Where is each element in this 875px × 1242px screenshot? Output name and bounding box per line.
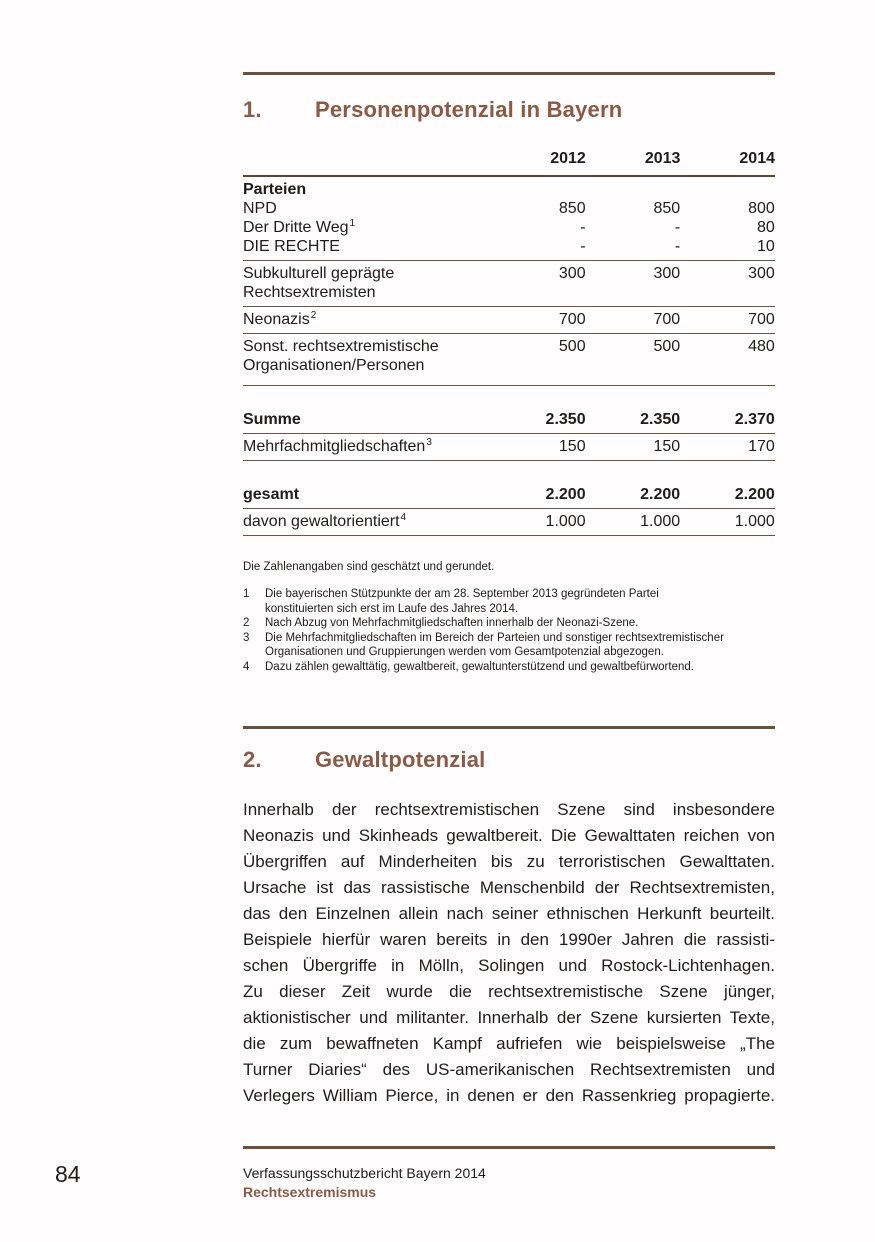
- table-cell: 150: [653, 438, 681, 455]
- footnote-number: 4: [243, 660, 250, 673]
- table-cell: 10: [756, 238, 775, 255]
- table-row-label: DIE RECHTE: [243, 238, 340, 255]
- table-group: [243, 334, 775, 386]
- footnote-text: [265, 660, 694, 675]
- paragraph-line: Beispiele hierfür waren bereits in den 1990er Jahren die rassisti-: [243, 930, 775, 949]
- section2-title: Gewaltpotenzial: [315, 747, 486, 772]
- section2-heading: [243, 747, 775, 773]
- table-group: [243, 177, 775, 261]
- footnote-item: [243, 631, 775, 660]
- table-cell: 170: [748, 438, 775, 455]
- footer-chapter-title: Rechtsextremismus: [243, 1184, 377, 1200]
- table-header-year: 2012: [550, 150, 586, 167]
- table-row-label: NPD: [243, 200, 277, 217]
- table-cell: -: [674, 219, 681, 236]
- potential-table: [243, 150, 775, 536]
- table-group: [243, 509, 775, 536]
- paragraph-line: die zum bewaffneten Kampf aufriefen wie beispielsweise „The: [243, 1034, 775, 1053]
- footnote-item: [243, 587, 775, 616]
- table-cell: 150: [558, 438, 586, 455]
- table-cell: 2.200: [734, 486, 775, 503]
- footnote-line: Die Mehrfachmitgliedschaften im Bereich der Parteien und sonstiger rechtsextremistischer: [265, 631, 724, 644]
- footnote-ref: 4: [400, 511, 407, 523]
- section1-heading: [243, 97, 775, 123]
- paragraph-line: Übergriffen auf Minderheiten bis zu terroristischen Gewalttaten.: [243, 852, 775, 871]
- table-header-year: 2013: [644, 150, 681, 167]
- paragraph-line: schen Übergriffe in Mölln, Solingen und Rostock-Lichtenhagen.: [243, 956, 775, 975]
- footnote-item: [243, 616, 775, 631]
- table-cell: 480: [748, 338, 775, 355]
- table-cell: 850: [653, 200, 681, 217]
- table-row: [243, 337, 775, 375]
- table-row-label: Der Dritte Weg$^1$: [243, 217, 356, 236]
- table-cell: 2.370: [734, 411, 775, 428]
- table-header-year: 2014: [739, 150, 775, 167]
- table-row-label: davon gewaltorientiert$^4$: [243, 511, 407, 530]
- table-cell: 1.000: [734, 513, 775, 530]
- table-row: [243, 264, 775, 302]
- table-note: Die Zahlenangaben sind geschätzt und gerundet.: [243, 561, 495, 573]
- footer-rule: [243, 1146, 775, 1149]
- table-row: [243, 410, 775, 429]
- table-cell: 500: [653, 338, 681, 355]
- footnote-number: 1: [243, 588, 250, 600]
- table-cell: 2.200: [545, 486, 586, 503]
- table-cell: -: [580, 238, 586, 255]
- footnote-text: [265, 631, 724, 660]
- section1-number: 1.: [243, 97, 262, 122]
- table-row-label: Parteien: [243, 181, 307, 198]
- table-cell: 700: [748, 311, 775, 328]
- footnote-ref: 3: [426, 436, 432, 448]
- table-group: [243, 407, 775, 434]
- table-row: [243, 310, 775, 329]
- table-group: [243, 482, 775, 509]
- footnote-line: Nach Abzug von Mehrfachmitgliedschaften innerhalb der Neonazi-Szene.: [265, 617, 639, 629]
- paragraph-line: Innerhalb der rechtsextremistischen Szene sind insbesondere: [243, 800, 775, 819]
- page-number: 84: [55, 1161, 81, 1187]
- section2-number: 2.: [243, 747, 262, 772]
- table-cell: 300: [748, 265, 775, 282]
- table-cell: 800: [748, 200, 775, 217]
- table-row: [243, 218, 775, 237]
- table-row-label: Sonst. rechtsextremistische Organisationen/Personen: [243, 338, 439, 374]
- table-cell: 300: [653, 265, 681, 282]
- table-row: [243, 199, 775, 218]
- table-row-label: gesamt: [243, 486, 300, 503]
- table-row-label: Subkulturell geprägte Rechtsextremisten: [243, 265, 395, 301]
- footnote-line: Dazu zählen gewalttätig, gewaltbereit, gewaltunterstützend und gewaltbefürwortend.: [265, 660, 694, 673]
- table-row: [243, 437, 775, 456]
- table-cell: 2.200: [640, 486, 681, 503]
- table-cell: -: [674, 238, 681, 255]
- footnote-ref: 1: [349, 217, 356, 229]
- paragraph-line: Verlegers William Pierce, in denen er den Rassenkrieg propagierte.: [243, 1086, 775, 1105]
- section2-top-rule: [243, 726, 775, 729]
- body-paragraph: [243, 797, 775, 1109]
- table-cell: 1.000: [545, 513, 586, 530]
- table-group: [243, 307, 775, 334]
- table-group: [243, 261, 775, 307]
- paragraph-line: Ursache ist das rassistische Menschenbild der Rechtsextremisten,: [243, 878, 775, 897]
- table-cell: 850: [558, 200, 586, 217]
- table-cell: 500: [558, 338, 586, 355]
- table-cell: 700: [653, 311, 681, 328]
- table-row-label: Neonazis$^2$: [243, 309, 317, 328]
- table-cell: -: [580, 219, 586, 236]
- footnote-line: Die bayerischen Stützpunkte der am 28. September 2013 gegründeten Partei: [265, 588, 659, 600]
- table-row: [243, 237, 775, 256]
- table-cell: 80: [756, 219, 775, 236]
- footnote-line: Organisationen und Gruppierungen werden vom Gesamtpotenzial abgezogen.: [265, 646, 664, 658]
- table-header-spacer: [243, 150, 491, 168]
- table-cell: 300: [558, 265, 586, 282]
- footnote-text: [265, 616, 638, 631]
- table-cell: 2.350: [640, 411, 681, 428]
- table-row: [243, 512, 775, 531]
- section1-title: Personenpotenzial in Bayern: [315, 97, 623, 122]
- footnote-ref: 2: [310, 309, 317, 321]
- footnote-text: [265, 587, 659, 616]
- paragraph-line: das den Einzelnen allein nach seiner ethnischen Herkunft beurteilt.: [243, 904, 775, 923]
- table-row: [243, 485, 775, 504]
- table-cell: 1.000: [640, 513, 681, 530]
- paragraph-line: aktionistischer und militanter. Innerhalb der Szene kursierten Texte,: [243, 1008, 775, 1027]
- table-row-label: Summe: [243, 411, 301, 428]
- paragraph-line: Turner Diaries“ des US-amerikanischen Rechtsextremisten und: [243, 1060, 775, 1079]
- table-group: [243, 434, 775, 461]
- table-row: [243, 180, 775, 199]
- footer: [243, 1164, 775, 1202]
- table-row-label: Mehrfachmitgliedschaften$^3$: [243, 436, 432, 455]
- table-body: [243, 177, 775, 536]
- table-header-row: [243, 150, 775, 177]
- footnote-number: 3: [243, 631, 250, 644]
- footnote-line: konstituierten sich erst im Laufe des Jahres 2014.: [265, 602, 519, 615]
- footnote-number: 2: [243, 617, 250, 629]
- table-cell: 700: [558, 311, 586, 328]
- section1-top-rule: [243, 72, 775, 75]
- paragraph-line: Zu dieser Zeit wurde die rechtsextremistische Szene jünger,: [243, 982, 775, 1001]
- footnotes-list: [243, 587, 775, 674]
- paragraph-line: Neonazis und Skinheads gewaltbereit. Die Gewalttaten reichen von: [243, 826, 775, 845]
- footnote-item: [243, 660, 775, 675]
- footer-report-title: Verfassungsschutzbericht Bayern 2014: [243, 1165, 486, 1181]
- table-cell: 2.350: [545, 411, 586, 428]
